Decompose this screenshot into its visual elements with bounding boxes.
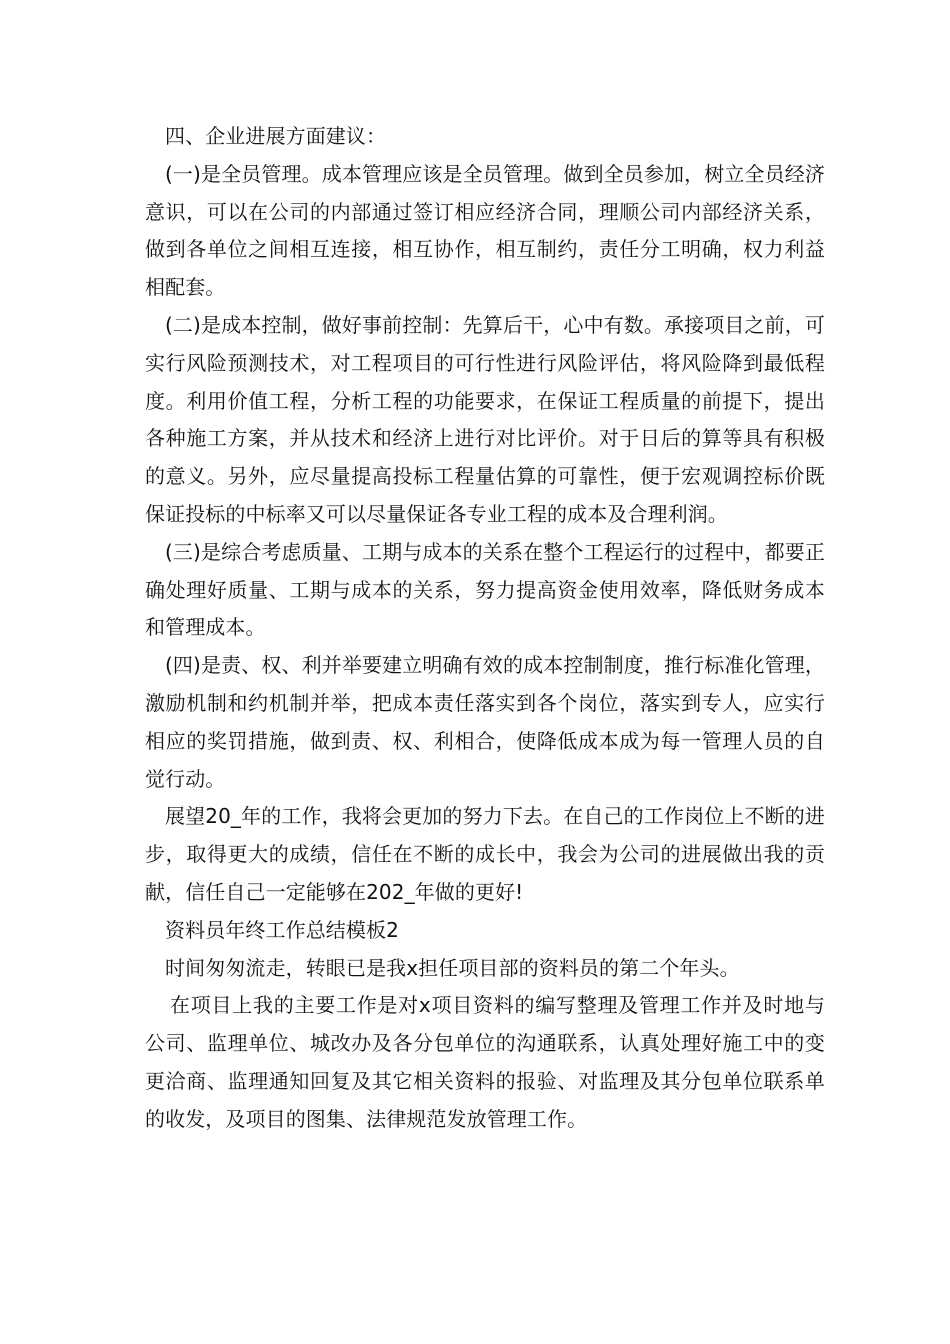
paragraph-item-2: (二)是成本控制，做好事前控制：先算后干，心中有数。承接项目之前，可实行风险预测技术，对工程项目的可行性进行风险评估，将风险降到最低程度。利用价值工程，分析工程的功能要求，在保证工程质量的前提下，提出各种施工方案，并从技术和经济上进行对比评价。对于日后的算等具有积极的意义。另外，应尽量提高投标工程量估算的可靠性，便于宏观调控标价既保证投标的中标率又可以尽量保证各专业工程的成本及合理利润。 (145, 312, 825, 526)
paragraph-item-1: (一)是全员管理。成本管理应该是全员管理。做到全员参加，树立全员经济意识，可以在公司的内部通过签订相应经济合同，理顺公司内部经济关系，做到各单位之间相互连接，相互协作，相互制约，责任分工明确，权力利益相配套。 (145, 161, 825, 300)
paragraph-item-3: (三)是综合考虑质量、工期与成本的关系在整个工程运行的过程中，都要正确处理好质量、工期与成本的关系，努力提高资金使用效率，降低财务成本和管理成本。 (145, 539, 825, 640)
document-body (145, 118, 825, 1139)
paragraph-outlook: 展望20_年的工作，我将会更加的努力下去。在自己的工作岗位上不断的进步，取得更大的成绩，信任在不断的成长中，我会为公司的进展做出我的贡献，信任自己一定能够在202_年做的更好! (145, 804, 825, 904)
paragraph-duties: 在项目上我的主要工作是对x项目资料的编写整理及管理工作并及时地与公司、监理单位、城改办及各分包单位的沟通联系，认真处理好施工中的变更洽商、监理通知回复及其它相关资料的报验、对监理及其分包单位联系单的收发，及项目的图集、法律规范发放管理工作。 (145, 993, 825, 1131)
section-heading: 四、企业进展方面建议： (165, 124, 387, 148)
template-title: 资料员年终工作总结模板2 (165, 917, 399, 942)
paragraph-intro: 时间匆匆流走，转眼已是我x担任项目部的资料员的第二个年头。 (165, 955, 740, 980)
paragraph-item-4: (四)是责、权、利并举要建立明确有效的成本控制制度，推行标准化管理，激励机制和约机制并举，把成本责任落实到各个岗位，落实到专人，应实行相应的奖罚措施，做到责、权、利相合，使降低成本成为每一管理人员的自觉行动。 (145, 653, 825, 791)
